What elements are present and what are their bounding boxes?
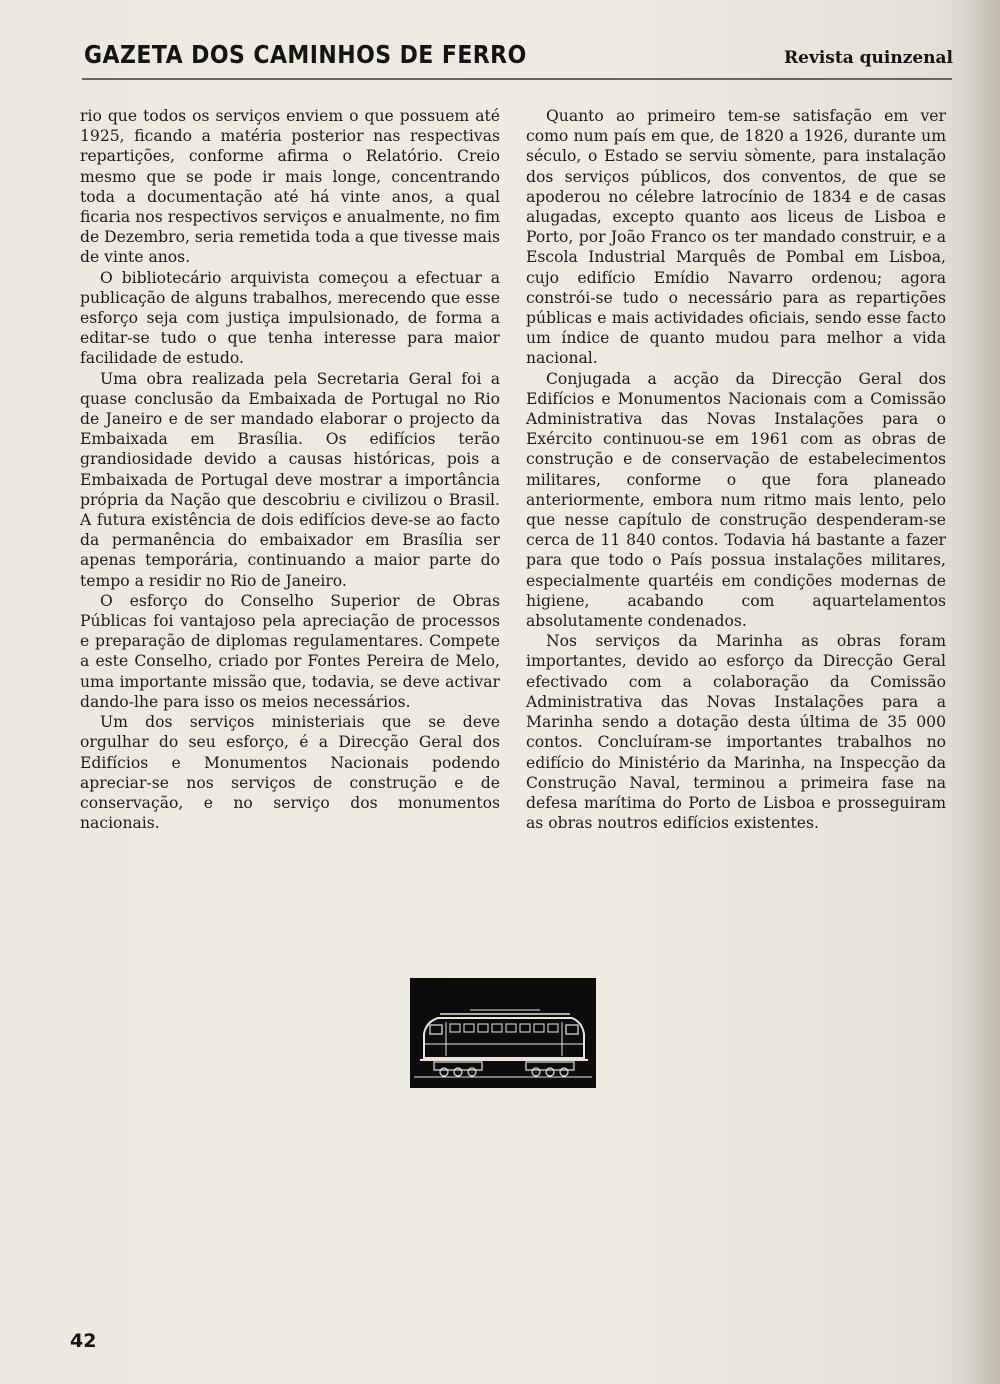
paragraph: rio que todos os serviços enviem o que possuem até 1925, ficando a matéria posterior nas respectivas repartições, conforme afirma o Relatório. Creio mesmo que se pode ir mais longe, concentrando toda a documentação até há vinte anos, a qual ficaria nos respectivos serviços e anualmente, no fim de Dezembro, seria remetida toda a que tivesse mais de vinte anos. <box>80 107 500 267</box>
right-column <box>526 106 946 833</box>
page-number: 42 <box>70 1330 97 1352</box>
paragraph: Quanto ao primeiro tem-se satisfação em ver como num país em que, de 1820 a 1926, durante um século, o Estado se serviu sòmente, para instalação dos serviços públicos, dos conventos, de que se apoderou no célebre latrocínio de 1834 e de casas alugadas, excepto quanto aos liceus de Lisboa e Porto, por João Franco os ter mandado construir, e a Escola Industrial Marquês de Pombal em Lisboa, cujo edifício Emídio Navarro ordenou; agora constrói-se tudo o necessário para as repartições públicas e mais actividades oficiais, sendo esse facto um índice de quanto mudou para melhor a vida nacional. <box>526 107 946 368</box>
locomotive-illustration <box>410 978 596 1088</box>
paragraph: Um dos serviços ministeriais que se deve orgulhar do seu esforço, é a Direcção Geral dos Edifícios e Monumentos Nacionais podendo apreciar-se nos serviços de construção e de conservação, e no serviço dos monumentos nacionais. <box>80 713 500 833</box>
journal-title: GAZETA DOS CAMINHOS DE FERRO <box>84 40 527 69</box>
paragraph: O bibliotecário arquivista começou a efectuar a publicação de alguns trabalhos, merecendo que esse esforço seja com justiça impulsionado, de forma a editar-se tudo o que tenha interesse para maior facilidade de estudo. <box>80 268 500 368</box>
page-edge-shadow <box>960 0 1000 1384</box>
locomotive-icon <box>410 978 596 1088</box>
paragraph: Nos serviços da Marinha as obras foram importantes, devido ao esforço da Direcção Geral efectivado com a colaboração da Comissão Administrativa das Novas Instalações para a Marinha sendo a dotação desta última de 35 000 contos. Concluíram-se importantes trabalhos no edifício do Ministério da Marinha, na Inspecção da Construção Naval, terminou a primeira fase na defesa marítima do Porto de Lisboa e prosseguiram as obras noutros edifícios existentes. <box>526 632 946 833</box>
header-rule <box>82 78 952 80</box>
journal-subtitle: Revista quinzenal <box>784 48 954 68</box>
paragraph: Uma obra realizada pela Secretaria Geral foi a quase conclusão da Embaixada de Portugal no Rio de Janeiro e de ser mandado elaborar o projecto da Embaixada em Brasília. Os edifícios terão grandiosidade devido a causas históricas, pois a Embaixada de Portugal deve mostrar a importância própria da Nação que descobriu e civilizou o Brasil. A futura existência de dois edifícios deve-se ao facto da permanência do embaixador em Brasília ser apenas temporária, continuando a maior parte do tempo a residir no Rio de Janeiro. <box>80 369 500 590</box>
left-column <box>80 106 500 833</box>
paragraph: O esforço do Conselho Superior de Obras Públicas foi vantajoso pela apreciação de processos e preparação de diplomas regulamentares. Compete a este Conselho, criado por Fontes Pereira de Melo, uma importante missão que, todavia, se deve activar dando-lhe para isso os meios necessários. <box>80 591 500 711</box>
paragraph: Conjugada a acção da Direcção Geral dos Edifícios e Monumentos Nacionais com a Comissão Administrativa das Novas Instalações para o Exército continuou-se em 1961 com as obras de construção e de conservação de estabelecimentos militares, conforme o que fora planeado anteriormente, embora num ritmo mais lento, pelo que nesse capítulo de construção despenderam-se cerca de 11 840 contos. Todavia há bastante a fazer para que todo o País possua instalações militares, especialmente quartéis em condições modernas de higiene, acabando com aquartelamentos absolutamente condenados. <box>526 369 946 631</box>
